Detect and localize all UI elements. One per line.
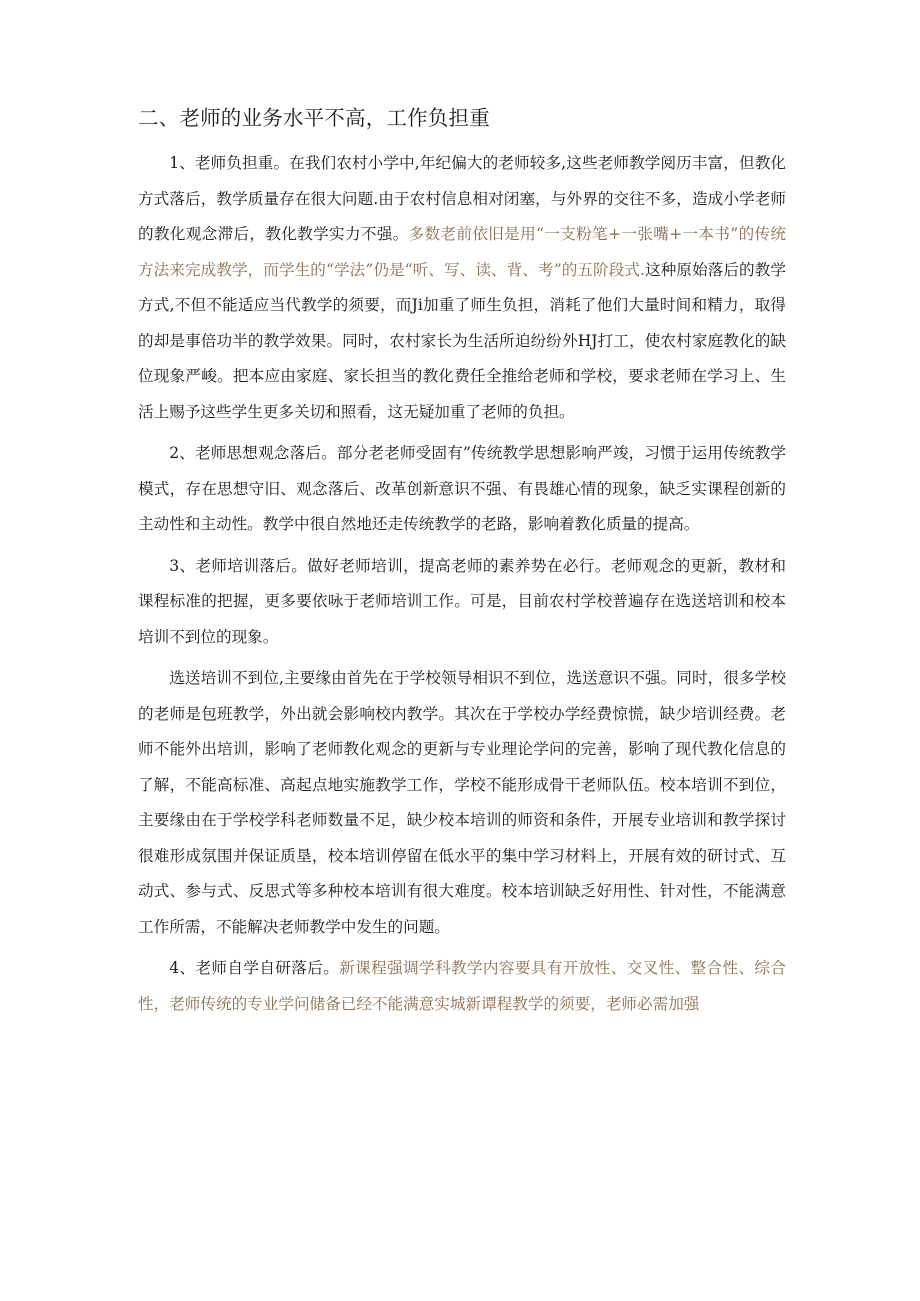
paragraph-5-text-b: 新课程强调学科教学内容要具有开放性、交叉性、整合性、综合性，老师传统的专业学问储备已经不能满意实城新谭程教学的须要，老师必需加强 — [138, 959, 786, 1013]
paragraph-5 — [138, 951, 786, 1022]
document-page — [138, 100, 786, 1028]
paragraph-2 — [138, 436, 786, 543]
section-heading: 二、老师的业务水平不高，工作负担重 — [138, 106, 490, 130]
paragraph-1 — [138, 146, 786, 430]
paragraph-5-text-a: 4、老师自学自研落后。 — [169, 959, 340, 977]
paragraph-1-text-b: 多数老前依旧是用“一支粉笔+一张嘴+一本书”的传统方法来完成教学，而学生的“学法”仍是“听、写、读、背、考”的五阶段式. — [138, 225, 786, 279]
paragraph-3-text: 3、老师培训落后。做好老师培训，提高老师的素养势在必行。老师观念的更新，教材和课程标准的把握，更多要依咏于老师培训工作。可是，目前农村学校普遍存在选送培训和校本培训不到位的现象。 — [138, 556, 786, 646]
paragraph-1-text-c: 这种原始落后的教学方式,不但不能适应当代教学的须要，而Ji加重了师生负担，消耗了他们大量时间和精力，取得的却是事倍功半的教学效果。同时，农村家长为生活所迫纷纷外HJ打工，使农村家庭教化的缺位现象严峻。把本应由家庭、家长担当的教化费任全推给老师和学校，要求老师在学习上、生活上赐予这些学生更多关切和照看，这无疑加重了老师的负担。 — [138, 260, 786, 421]
paragraph-4 — [138, 661, 786, 945]
paragraph-4-text: 选送培训不到位,主要缘由首先在于学校领导相识不到位，选送意识不强。同时，很多学校的老师是包班教学，外出就会影响校内教学。其次在于学校办学经费惊慌，缺少培训经费。老师不能外出培训，影响了老师教化观念的更新与专业理论学问的完善，影响了现代教化信息的了解，不能高标准、高起点地实施教学工作，学校不能形成骨干老师队伍。校本培训不到位，主要缘由在于学校学科老师数量不足，缺少校本培训的师资和条件，开展专业培训和教学探讨很难形成氛围并保证质垦，校本培训停留在低水平的集中学习材料上，开展有效的研讨式、互动式、参与式、反思式等多种校本培训有很大难度。校本培训缺乏好用性、针对性，不能满意工作所需，不能解决老师教学中发生的问题。 — [138, 669, 786, 936]
paragraph-1-text-a: 1、老师负担重。在我们农村小学中,年纪偏大的老师较多,这些老师教学阅历丰富，但教化方式落后，教学质量存在很大问题.由于农村信息相对闭塞，与外界的交往不多，造成小学老师的教化观念滞后，教化教学实力不强。 — [138, 154, 786, 243]
paragraph-3 — [138, 549, 786, 656]
paragraph-2-text: 2、老师思想观念落后。部分老老师受固有”传统教学思想影响严竣，习惯于运用传统教学模式，存在思想守旧、观念落后、改革创新意识不强、有畏雄心情的现象，缺乏实课程创新的主动性和主动性。教学中很自然地还走传统教学的老路，影响着教化质量的提高。 — [138, 444, 786, 533]
